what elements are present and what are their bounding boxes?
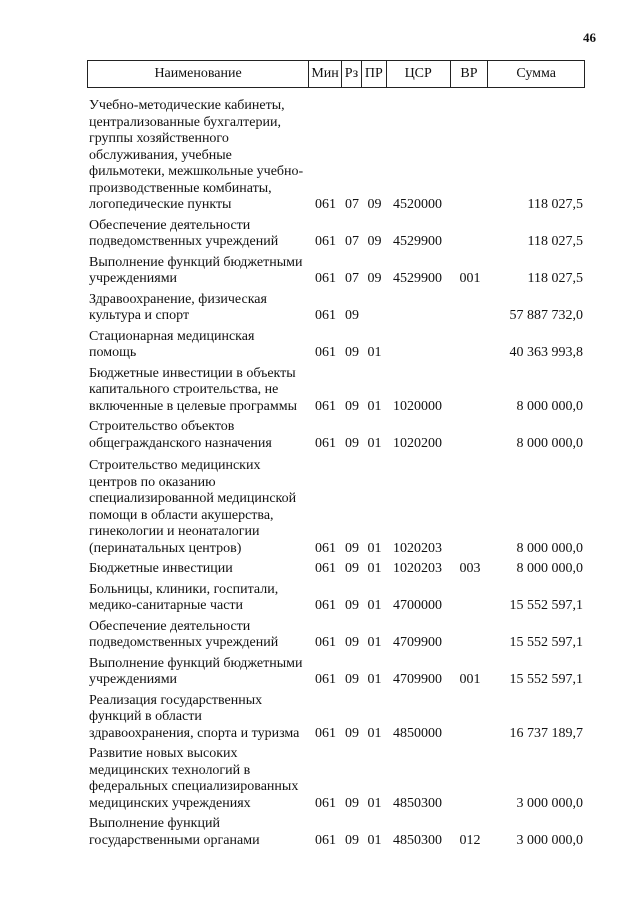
header-sum: Сумма — [516, 66, 557, 81]
row-pr: 09 — [367, 197, 382, 212]
row-csr: 1020203 — [393, 540, 442, 556]
row-name: Выполнение функций бюджетными учреждениями — [89, 655, 303, 687]
row-min: 061 — [315, 832, 336, 848]
row-csr: 4709900 — [393, 635, 442, 650]
row-rz: 09 — [345, 672, 359, 687]
row-min: 061 — [315, 271, 336, 286]
header-csr: ЦСР — [387, 61, 451, 87]
row-sum: 8 000 000,0 — [516, 540, 583, 556]
row-csr: 4709900 — [393, 672, 442, 687]
row-min: 061 — [315, 725, 336, 741]
row-rz: 09 — [345, 308, 359, 323]
row-rz: 07 — [345, 271, 359, 286]
row-csr: 4529900 — [393, 234, 442, 249]
row-name: Обеспечение деятельности подведомственных учреждений — [89, 217, 279, 249]
table-row — [87, 816, 585, 849]
budget-table — [87, 60, 585, 853]
row-csr: 4850300 — [393, 795, 442, 811]
row-csr: 1020000 — [393, 398, 442, 414]
row-sum: 15 552 597,1 — [509, 672, 583, 687]
row-sum: 3 000 000,0 — [516, 795, 583, 811]
row-min: 061 — [315, 308, 336, 323]
row-name: Учебно-методические кабинеты, централизованные бухгалтерии, группы хозяйственного обслуживания, учебные фильмотеки, межшкольные учебно-производственные комбинаты, логопедические пункты — [89, 98, 304, 212]
row-min: 061 — [315, 197, 336, 212]
row-rz: 09 — [345, 561, 359, 576]
row-pr: 09 — [367, 234, 382, 249]
row-name: Развитие новых высоких медицинских технологий в федеральных специализированных медицинских учреждениях — [89, 746, 299, 811]
row-rz: 09 — [345, 540, 359, 556]
table-row — [87, 656, 585, 689]
row-sum: 15 552 597,1 — [509, 598, 583, 613]
table-row — [87, 329, 585, 362]
row-sum: 118 027,5 — [527, 271, 583, 286]
row-name: Обеспечение деятельности подведомственных учреждений — [89, 618, 279, 650]
row-sum: 40 363 993,8 — [509, 345, 583, 360]
row-name: Бюджетные инвестиции в объекты капитального строительства, не включенные в целевые программы — [89, 365, 298, 414]
row-pr: 01 — [367, 598, 382, 613]
row-rz: 09 — [345, 635, 359, 650]
row-sum: 3 000 000,0 — [516, 832, 583, 848]
row-sum: 16 737 189,7 — [509, 725, 583, 741]
row-rz: 07 — [345, 197, 359, 212]
row-pr: 01 — [367, 435, 382, 451]
row-min: 061 — [315, 540, 336, 556]
row-min: 061 — [315, 398, 336, 414]
row-name: Реализация государственных функций в области здравоохранения, спорта и туризма — [89, 692, 300, 741]
row-sum: 118 027,5 — [527, 234, 583, 249]
row-pr: 01 — [367, 635, 382, 650]
row-sum: 118 027,5 — [527, 197, 583, 212]
table-row — [87, 366, 585, 416]
row-sum: 15 552 597,1 — [509, 635, 583, 650]
row-pr: 01 — [367, 345, 382, 360]
row-name: Выполнение функций бюджетными учреждениями — [89, 254, 303, 286]
row-rz: 09 — [345, 398, 359, 414]
table-row — [87, 561, 585, 578]
table-row — [87, 419, 585, 452]
row-min: 061 — [315, 672, 336, 687]
table-row — [87, 619, 585, 652]
row-pr: 01 — [367, 561, 382, 576]
row-pr: 09 — [367, 271, 382, 286]
row-csr: 4700000 — [393, 598, 442, 613]
table-row — [87, 292, 585, 325]
header-pr: ПР — [362, 61, 387, 87]
row-pr: 01 — [367, 795, 382, 811]
row-min: 061 — [315, 561, 336, 576]
row-name: Бюджетные инвестиции — [89, 561, 233, 576]
table-row — [87, 746, 585, 812]
row-rz: 09 — [345, 795, 359, 811]
table-row — [87, 218, 585, 251]
header-rz: Рз — [342, 61, 362, 87]
page-number: 46 — [583, 30, 596, 45]
row-min: 061 — [315, 635, 336, 650]
row-csr: 1020203 — [393, 561, 442, 576]
row-min: 061 — [315, 795, 336, 811]
row-vr: 001 — [459, 672, 481, 687]
row-rz: 09 — [345, 725, 359, 741]
row-pr: 01 — [367, 540, 382, 556]
row-csr: 4850000 — [393, 725, 442, 741]
row-sum: 8 000 000,0 — [516, 435, 583, 451]
row-name: Строительство медицинских центров по оказанию специализированной медицинской помощи в области акушерства, гинекологии и неонаталогии (перинатальных центров) — [89, 458, 297, 556]
row-sum: 8 000 000,0 — [516, 398, 583, 414]
row-rz: 09 — [345, 598, 359, 613]
row-pr: 01 — [367, 832, 382, 848]
row-csr: 4529900 — [393, 271, 442, 286]
row-csr: 4520000 — [393, 197, 442, 212]
row-min: 061 — [315, 234, 336, 249]
table-row — [87, 582, 585, 615]
row-vr: 012 — [459, 832, 481, 848]
table-header — [87, 60, 585, 88]
table-row — [87, 458, 585, 557]
row-rz: 09 — [345, 832, 359, 848]
row-csr: 4850300 — [393, 832, 442, 848]
row-name: Строительство объектов общегражданского назначения — [89, 419, 272, 451]
row-name: Выполнение функций государственными органами — [89, 816, 260, 848]
header-min: Мин — [309, 61, 342, 87]
table-row — [87, 255, 585, 288]
row-vr: 003 — [459, 561, 481, 576]
row-min: 061 — [315, 345, 336, 360]
header-name: Наименование — [88, 61, 309, 87]
row-pr: 01 — [367, 398, 382, 414]
row-vr: 001 — [459, 271, 481, 286]
row-rz: 09 — [345, 345, 359, 360]
table-body — [87, 98, 585, 849]
table-row — [87, 693, 585, 743]
row-min: 061 — [315, 435, 336, 451]
row-min: 061 — [315, 598, 336, 613]
row-csr: 1020200 — [393, 435, 442, 451]
row-pr: 01 — [367, 672, 382, 687]
row-sum: 8 000 000,0 — [516, 561, 583, 576]
row-rz: 07 — [345, 234, 359, 249]
table-row — [87, 98, 585, 214]
row-name: Здравоохранение, физическая культура и спорт — [89, 291, 267, 323]
row-rz: 09 — [345, 435, 359, 451]
row-name: Стационарная медицинская помощь — [89, 328, 255, 360]
header-vr: ВР — [451, 61, 489, 87]
row-sum: 57 887 732,0 — [509, 308, 583, 323]
row-pr: 01 — [367, 725, 382, 741]
row-name: Больницы, клиники, госпитали, медико-санитарные части — [89, 581, 279, 613]
